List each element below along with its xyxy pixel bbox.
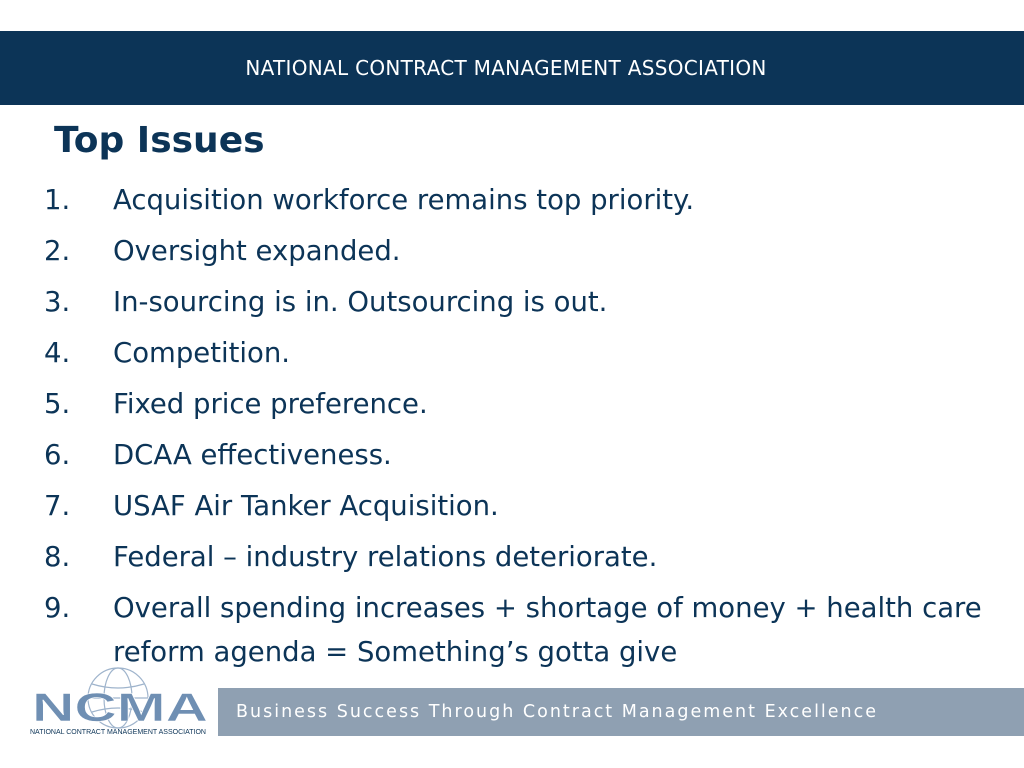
item-number: 2. [44, 235, 71, 267]
list-item [44, 382, 1004, 433]
item-number: 1. [44, 184, 71, 216]
ncma-logo-graphic [20, 662, 220, 744]
item-number: 8. [44, 541, 71, 573]
list-item [44, 331, 1004, 382]
item-text: Competition. [113, 337, 291, 369]
item-number: 9. [44, 592, 71, 624]
item-number: 6. [44, 439, 71, 471]
item-text: Oversight expanded. [113, 235, 401, 267]
footer-tagline: Business Success Through Contract Management Excellence [236, 702, 879, 722]
item-number: 3. [44, 286, 71, 318]
logo-mark: NCMA [32, 686, 208, 730]
list-item [44, 433, 1004, 484]
list-item [44, 535, 1004, 586]
item-text: In-sourcing is in. Outsourcing is out. [113, 286, 608, 318]
item-number: 4. [44, 337, 71, 369]
logo-subtitle: NATIONAL CONTRACT MANAGEMENT ASSOCIATION [30, 729, 206, 736]
issues-list [44, 178, 1004, 674]
ncma-logo [20, 662, 220, 744]
item-number: 5. [44, 388, 71, 420]
list-item [44, 484, 1004, 535]
item-text: Fixed price preference. [113, 388, 428, 420]
organization-name: NATIONAL CONTRACT MANAGEMENT ASSOCIATION [245, 56, 767, 80]
list-item [44, 586, 1004, 674]
footer-band [218, 688, 1024, 736]
item-text: DCAA effectiveness. [113, 439, 392, 471]
item-text: USAF Air Tanker Acquisition. [113, 490, 499, 522]
item-text: Overall spending increases + shortage of money + health care reform agenda = Something’s gotta give [113, 592, 982, 668]
list-item [44, 229, 1004, 280]
header-band [0, 31, 1024, 105]
item-text: Acquisition workforce remains top priority. [113, 184, 695, 216]
list-item [44, 280, 1004, 331]
slide-title: Top Issues [54, 120, 265, 161]
item-number: 7. [44, 490, 71, 522]
item-text: Federal – industry relations deteriorate. [113, 541, 658, 573]
list-item [44, 178, 1004, 229]
